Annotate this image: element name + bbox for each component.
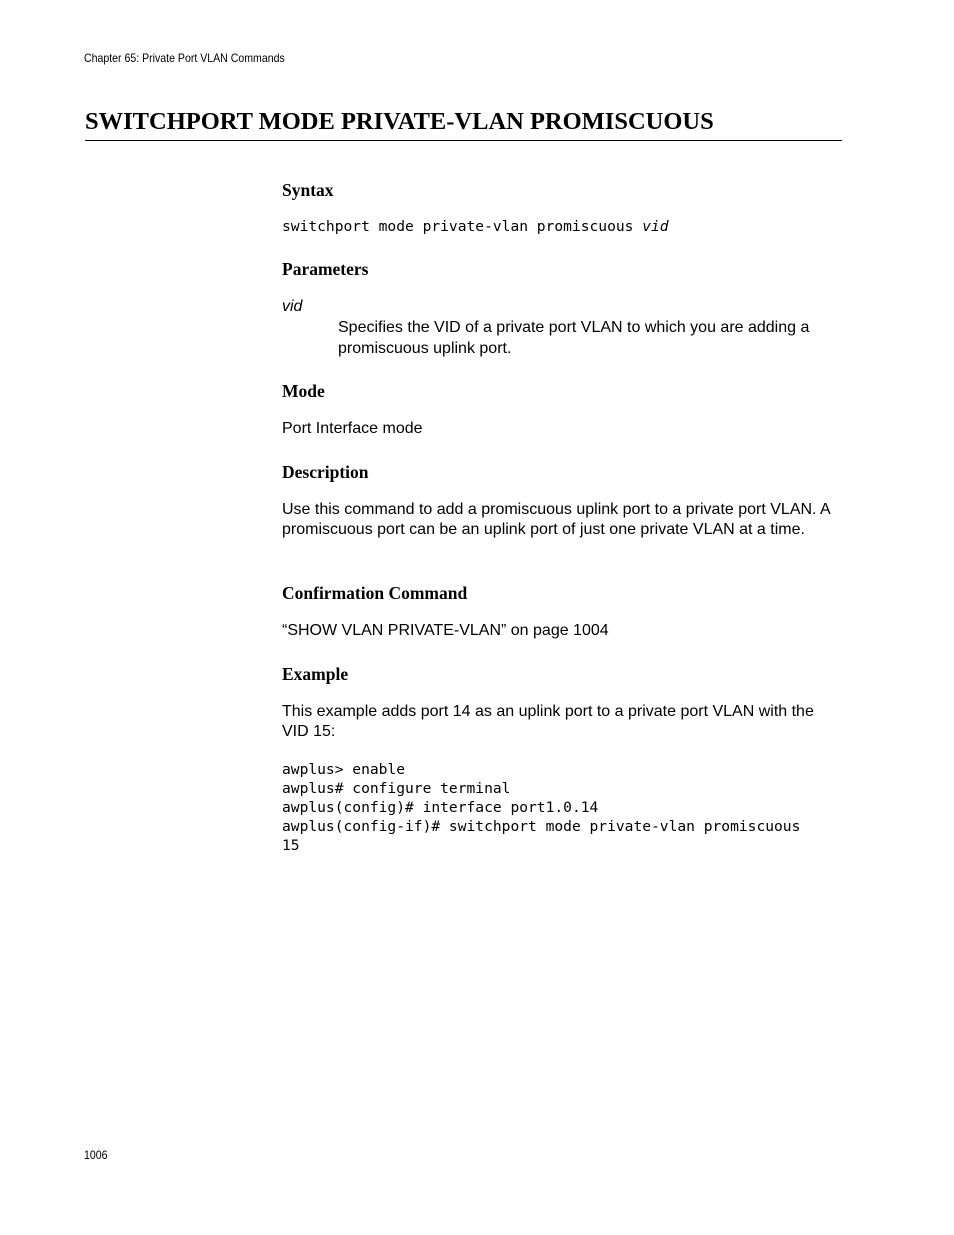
example-heading: Example (282, 664, 349, 684)
description-heading: Description (282, 462, 369, 482)
code-line: awplus(config)# interface port1.0.14 (282, 799, 599, 816)
syntax-command-text: switchport mode private-vlan promiscuous (282, 218, 643, 235)
parameter-description: Specifies the VID of a private port VLAN to which you are adding a promiscuous uplink port. (338, 319, 810, 357)
example-code-block (282, 760, 800, 855)
parameter-name: vid (282, 298, 303, 315)
confirmation-heading: Confirmation Command (282, 583, 468, 603)
page-title: SWITCHPORT MODE PRIVATE-VLAN PROMISCUOUS (85, 107, 842, 141)
page-number: 1006 (84, 1148, 108, 1162)
parameters-heading: Parameters (282, 259, 369, 279)
mode-text: Port Interface mode (282, 420, 423, 437)
code-line: awplus# configure terminal (282, 780, 511, 797)
code-line: awplus> enable (282, 761, 406, 778)
mode-heading: Mode (282, 381, 325, 401)
confirmation-link[interactable]: “SHOW VLAN PRIVATE-VLAN” on page 1004 (282, 622, 609, 639)
syntax-argument: vid (642, 218, 669, 235)
syntax-command (282, 217, 669, 236)
example-text: This example adds port 14 as an uplink port to a private port VLAN with the VID 15: (282, 703, 814, 740)
syntax-heading: Syntax (282, 180, 334, 200)
description-text: Use this command to add a promiscuous uplink port to a private port VLAN. A promiscuous port can be an uplink port of just one private VLAN at a time. (282, 501, 830, 538)
code-line: 15 (282, 837, 300, 854)
code-line: awplus(config-if)# switchport mode private-vlan promiscuous (282, 818, 801, 835)
running-header: Chapter 65: Private Port VLAN Commands (84, 51, 285, 65)
